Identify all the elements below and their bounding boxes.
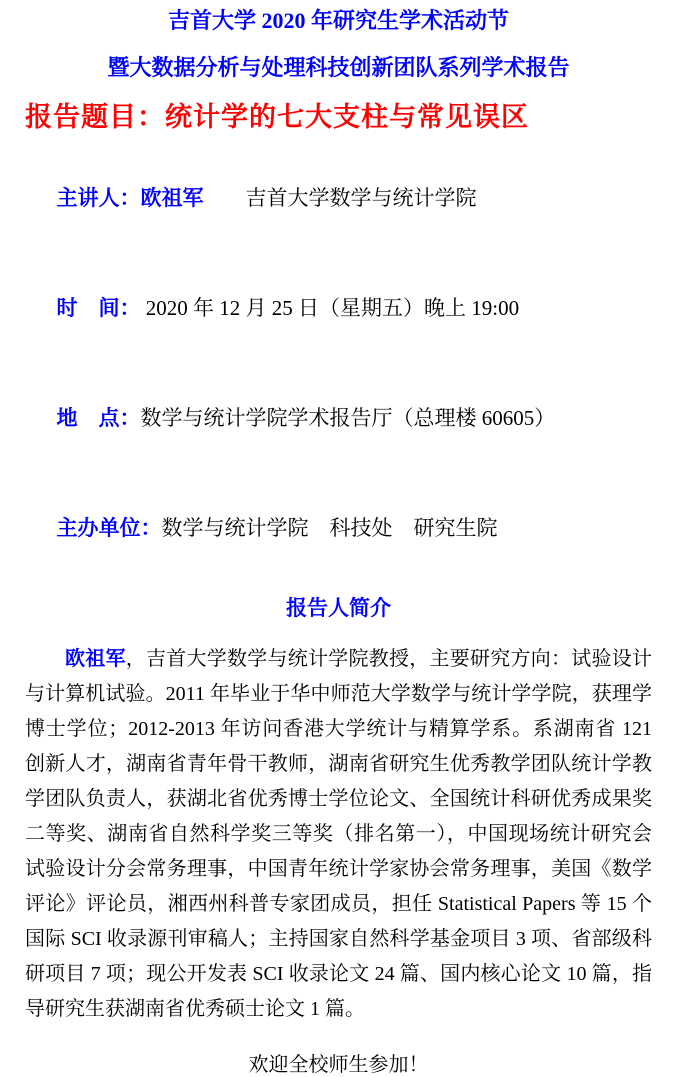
bio-text: ，吉首大学数学与统计学院教授，主要研究方向：试验设计与计算机试验。2011 年毕业于华中师范大学数学与统计学学院，获理学博士学位；2012-2013 年访问香港大学统计与精算学系。系湖南省 121 创新人才，湖南省青年骨干教师，湖南省研究生优秀教学团队统计学教学团队负责人，获湖北省优秀博士学位论文、全国统计科研优秀成果奖二等奖、湖南省自然科学奖三等奖（排名第一），中国现场统计研究会试验设计分会常务理事，中国青年统计学家协会常务理事，美国《数学评论》评论员，湘西州科普专家团成员，担任 Statistical Papers 等 15 个国际 SCI 收录源刊审稿人；主持国家自然科学基金项目 3 项、省部级科研项目 7 项；现公开发表 SCI 收录论文 24 篇、国内核心论文 10 篇，指导研究生获湖南省优秀硕士论文 1 篇。: [25, 648, 657, 1020]
speaker-value: 吉首大学数学与统计学院: [203, 186, 477, 210]
event-title-line1: 吉首大学 2020 年研究生学术活动节: [167, 8, 509, 33]
detail-row-organizer: [25, 483, 652, 573]
report-details: [25, 153, 652, 573]
location-label: 地 点：: [56, 406, 141, 430]
bio-section-title: 报告人简介: [286, 596, 391, 620]
location-value: 数学与统计学院学术报告厅（总理楼 60605）: [140, 406, 556, 430]
detail-row-speaker: [25, 153, 652, 243]
report-title: 报告题目：统计学的七大支柱与常见误区: [25, 102, 529, 132]
speaker-label: 主讲人：欧祖军: [56, 186, 204, 210]
organizer-label: 主办单位：: [56, 516, 162, 540]
detail-row-location: [25, 373, 652, 463]
time-value: 2020 年 12 月 25 日（星期五）晚上 19:00: [140, 296, 520, 320]
organizer-value: 数学与统计学院 科技处 研究生院: [161, 516, 498, 540]
time-label: 时 间：: [56, 296, 141, 320]
detail-row-time: [25, 263, 652, 353]
event-title-line2: 暨大数据分析与处理科技创新团队系列学术报告: [107, 55, 570, 80]
closing-line: 欢迎全校师生参加！: [248, 1054, 429, 1076]
speaker-name: 欧祖军: [65, 648, 126, 670]
speaker-bio: [25, 642, 657, 1027]
